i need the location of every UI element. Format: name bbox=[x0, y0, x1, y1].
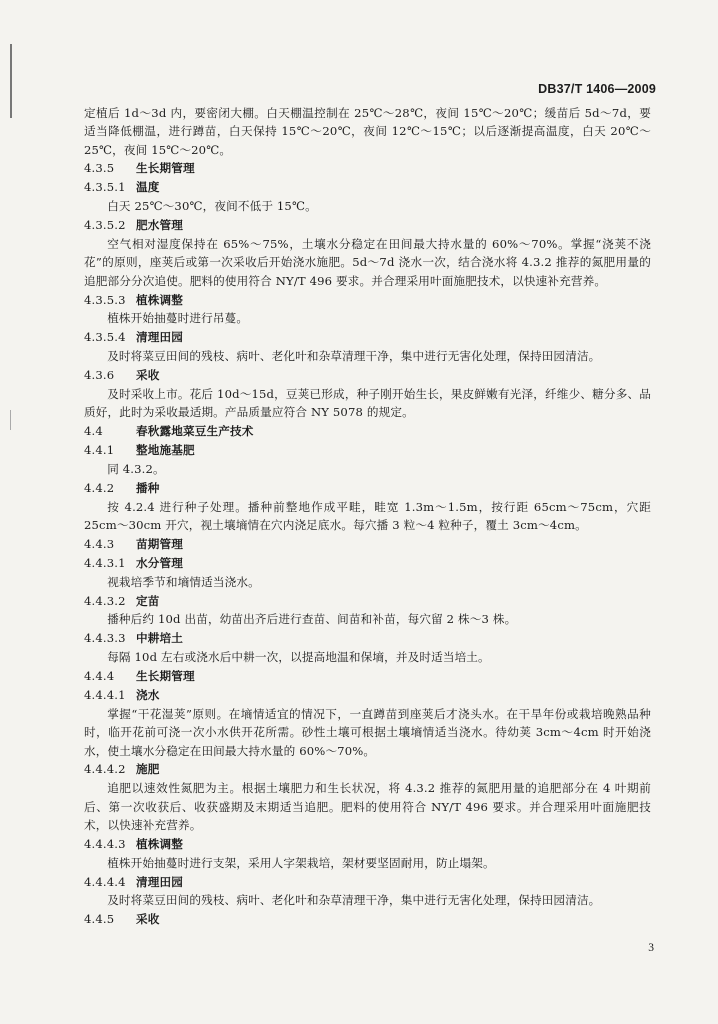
section-number: 4.4.1 bbox=[84, 443, 115, 458]
section-heading bbox=[84, 479, 651, 497]
section-heading bbox=[84, 422, 651, 440]
section-title: 施肥 bbox=[136, 762, 160, 777]
section-number: 4.4.5 bbox=[84, 912, 115, 927]
section-number: 4.4.3.1 bbox=[84, 555, 126, 570]
section-number: 4.4.3 bbox=[84, 536, 115, 551]
body-paragraph: 播种后约 10d 出苗，幼苗出齐后进行查苗、间苗和补苗，每穴留 2 株～3 株。 bbox=[107, 612, 517, 627]
body-paragraph: 植株开始抽蔓时进行支架，采用人字架栽培，架材要坚固耐用，防止塌架。 bbox=[107, 855, 495, 870]
section-title: 采收 bbox=[136, 912, 160, 927]
section-heading bbox=[84, 554, 651, 572]
section-heading bbox=[84, 667, 651, 685]
section-heading bbox=[84, 686, 651, 704]
document-code: DB37/T 1406—2009 bbox=[538, 82, 656, 96]
body-paragraph: 按 4.2.4 进行种子处理。播种前整地作成平畦，畦宽 1.3m～1.5m，按行距 65cm～75cm，穴距 25cm～30cm 开穴，视土壤墒情在穴内浇足底水。每穴播 3 粒～4 粒种子，覆土 3cm～4cm。 bbox=[84, 499, 651, 533]
body-paragraph: 追肥以速效性氮肥为主。根据土壤肥力和生长状况，将 4.3.2 推荐的氮肥用量的追肥部分在 4 叶期前后、第一次收获后、收获盛期及末期适当追肥。肥料的使用符合 NY/T 496 要求。并合理采用叶面施肥技术，以快速补充营养。 bbox=[84, 781, 651, 832]
section-number: 4.4.4.3 bbox=[84, 836, 126, 851]
scan-edge-mark bbox=[10, 44, 12, 118]
section-title: 浇水 bbox=[136, 688, 160, 703]
section-heading bbox=[84, 159, 651, 177]
body-paragraph: 同 4.3.2。 bbox=[107, 461, 165, 476]
section-heading bbox=[84, 760, 651, 778]
section-title: 生长期管理 bbox=[136, 669, 195, 684]
section-title: 植株调整 bbox=[136, 836, 183, 851]
page-number: 3 bbox=[648, 942, 654, 954]
body-paragraph: 白天 25℃～30℃，夜间不低于 15℃。 bbox=[107, 199, 317, 214]
section-number: 4.4 bbox=[84, 424, 103, 439]
section-heading bbox=[84, 366, 651, 384]
body-paragraph: 及时将菜豆田间的残枝、病叶、老化叶和杂草清理干净，集中进行无害化处理，保持田园清洁。 bbox=[107, 893, 601, 908]
section-title: 植株调整 bbox=[136, 292, 183, 307]
section-number: 4.4.4.4 bbox=[84, 874, 126, 889]
document-body bbox=[84, 104, 651, 929]
section-number: 4.3.6 bbox=[84, 368, 115, 383]
section-number: 4.3.5 bbox=[84, 161, 115, 176]
body-paragraph: 每隔 10d 左右或浇水后中耕一次，以提高地温和保墒，并及时适当培土。 bbox=[107, 650, 490, 665]
section-title: 清理田园 bbox=[136, 874, 183, 889]
section-title: 肥水管理 bbox=[136, 218, 183, 233]
section-number: 4.3.5.1 bbox=[84, 180, 126, 195]
section-number: 4.4.3.2 bbox=[84, 593, 126, 608]
section-title: 中耕培土 bbox=[136, 631, 183, 646]
section-heading bbox=[84, 441, 651, 459]
section-title: 水分管理 bbox=[136, 555, 183, 570]
section-title: 苗期管理 bbox=[136, 536, 183, 551]
section-heading bbox=[84, 873, 651, 891]
section-heading bbox=[84, 178, 651, 196]
section-title: 生长期管理 bbox=[136, 161, 195, 176]
section-number: 4.4.4.1 bbox=[84, 688, 126, 703]
body-paragraph: 及时将菜豆田间的残枝、病叶、老化叶和杂草清理干净，集中进行无害化处理，保持田园清洁。 bbox=[107, 349, 601, 364]
section-number: 4.3.5.3 bbox=[84, 292, 126, 307]
section-number: 4.4.4.2 bbox=[84, 762, 126, 777]
section-number: 4.4.2 bbox=[84, 480, 115, 495]
section-heading bbox=[84, 910, 651, 928]
section-number: 4.3.5.2 bbox=[84, 218, 126, 233]
section-heading bbox=[84, 291, 651, 309]
section-heading bbox=[84, 592, 651, 610]
section-title: 播种 bbox=[136, 480, 160, 495]
section-heading bbox=[84, 629, 651, 647]
body-paragraph: 定植后 1d～3d 内，要密闭大棚。白天棚温控制在 25℃～28℃，夜间 15℃～20℃；缓苗后 5d～7d，要适当降低棚温，进行蹲苗，白天保持 15℃～20℃，夜间 12℃～15℃；以后逐渐提高温度，白天 20℃～25℃，夜间 15℃～20℃。 bbox=[84, 106, 651, 157]
section-title: 定苗 bbox=[136, 593, 160, 608]
body-paragraph: 及时采收上市。花后 10d～15d，豆荚已形成，种子刚开始生长，果皮鲜嫩有光泽，纤维少、糖分多、品质好，此时为采收最适期。产品质量应符合 NY 5078 的规定。 bbox=[84, 386, 651, 420]
section-heading bbox=[84, 216, 651, 234]
section-number: 4.4.3.3 bbox=[84, 631, 126, 646]
section-heading bbox=[84, 328, 651, 346]
body-paragraph: 视栽培季节和墒情适当浇水。 bbox=[107, 574, 260, 589]
section-title: 采收 bbox=[136, 368, 160, 383]
body-paragraph: 空气相对湿度保持在 65%～75%，土壤水分稳定在田间最大持水量的 60%～70%。掌握“浇荚不浇花”的原则，座荚后或第一次采收后开始浇水施肥。5d～7d 浇水一次，结合浇水将 4.3.2 推荐的氮肥用量的追肥部分分次追使。肥料的使用符合 NY/T 496 要求。并合理采用叶面施肥技术，以快速补充营养。 bbox=[84, 237, 651, 288]
body-paragraph: 植株开始抽蔓时进行吊蔓。 bbox=[107, 311, 249, 326]
section-title: 春秋露地菜豆生产技术 bbox=[136, 424, 254, 439]
section-number: 4.3.5.4 bbox=[84, 330, 126, 345]
section-heading bbox=[84, 535, 651, 553]
scan-edge-mark bbox=[10, 410, 11, 430]
section-title: 整地施基肥 bbox=[136, 443, 195, 458]
body-paragraph: 掌握“干花湿荚”原则。在墒情适宜的情况下，一直蹲苗到座荚后才浇头水。在干旱年份或栽培晚熟品种时，临开花前可浇一次小水供开花所需。砂性土壤可根据土壤墒情适当浇水。待幼荚 3cm～4cm 时开始浇水，使土壤水分稳定在田间最大持水量的 60%～70%。 bbox=[84, 706, 651, 758]
section-title: 温度 bbox=[136, 180, 160, 195]
section-title: 清理田园 bbox=[136, 330, 183, 345]
section-heading bbox=[84, 835, 651, 853]
section-number: 4.4.4 bbox=[84, 669, 115, 684]
